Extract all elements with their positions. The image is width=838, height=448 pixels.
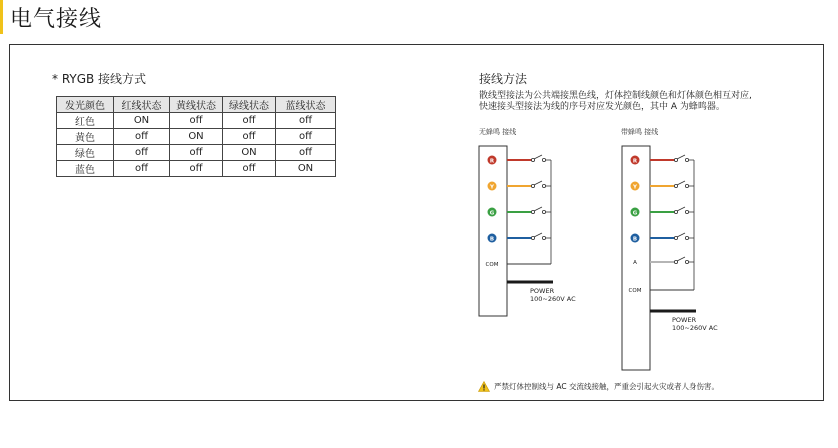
left-com-label: COM [485,262,499,268]
table-cell: off [223,113,276,129]
left-switches [531,155,551,264]
table-cell: off [276,113,336,129]
left-terminal-label: R [489,158,495,165]
left-terminal-label: Y [490,184,494,191]
wiring-description-line: 快速接头型接法为线的序号对应发光颜色，其中 A 为蜂鸣器。 [479,102,725,112]
table-cell: 绿色 [57,145,114,161]
table-cell: off [114,145,170,161]
table-cell: 黄色 [57,129,114,145]
table-cell: off [170,145,223,161]
right-wire-y [631,182,676,191]
warning-note [478,381,719,392]
diagram-left-caption: 无蜂鸣 接线 [479,128,517,136]
table-cell: off [170,161,223,177]
wiring-title: 接线方法 [479,72,528,86]
right-terminal-label: G [632,210,638,217]
table-cell: off [223,129,276,145]
table-cell: 蓝色 [57,161,114,177]
right-terminal-label: R [632,158,638,165]
table-header: 发光颜色 [57,97,114,113]
table-cell: off [170,113,223,129]
table-cell: ON [170,129,223,145]
table-cell: off [276,145,336,161]
table-cell: off [114,129,170,145]
left-power-label: POWER [530,287,555,295]
right-wire-r [631,156,676,165]
table-cell: ON [276,161,336,177]
table-cell: off [276,129,336,145]
left-terminal-label: G [489,210,495,217]
right-terminal-label: A [633,260,637,266]
right-power-label: POWER [672,316,697,324]
wiring-description-line: 散线型接法为公共端接黑色线，灯体控制线颜色和灯体颜色相互对应, [479,91,752,101]
right-terminal-label: Y [633,184,637,191]
left-device-box [479,146,507,316]
table-cell: 红色 [57,113,114,129]
warning-icon [478,381,490,392]
diagram-right-caption: 带蜂鸣 接线 [621,128,659,136]
right-device-box [622,146,650,370]
right-power-range: 100~260V AC [672,324,718,332]
table-header: 绿线状态 [223,97,276,113]
page-title: 电气接线 [10,7,103,32]
left-wire-r [488,156,533,165]
table-cell: off [223,161,276,177]
table-header: 蓝线状态 [276,97,336,113]
right-switches [674,155,694,290]
right-com-label: COM [628,288,642,294]
table-cell: ON [114,113,170,129]
left-wire-b [488,234,533,243]
left-wire-y [488,182,533,191]
left-terminal-label: B [489,236,495,243]
table-cell: off [114,161,170,177]
right-terminal-label: B [632,236,638,243]
rygb-title: * RYGB 接线方式 [52,72,147,86]
warning-text: 严禁灯体控制线与 AC 交流线接触，严重会引起火灾或者人身伤害。 [494,382,720,391]
table-cell: ON [223,145,276,161]
table-header: 黄线状态 [170,97,223,113]
left-power-range: 100~260V AC [530,295,576,303]
right-wire-b [631,234,676,243]
table-header: 红线状态 [114,97,170,113]
